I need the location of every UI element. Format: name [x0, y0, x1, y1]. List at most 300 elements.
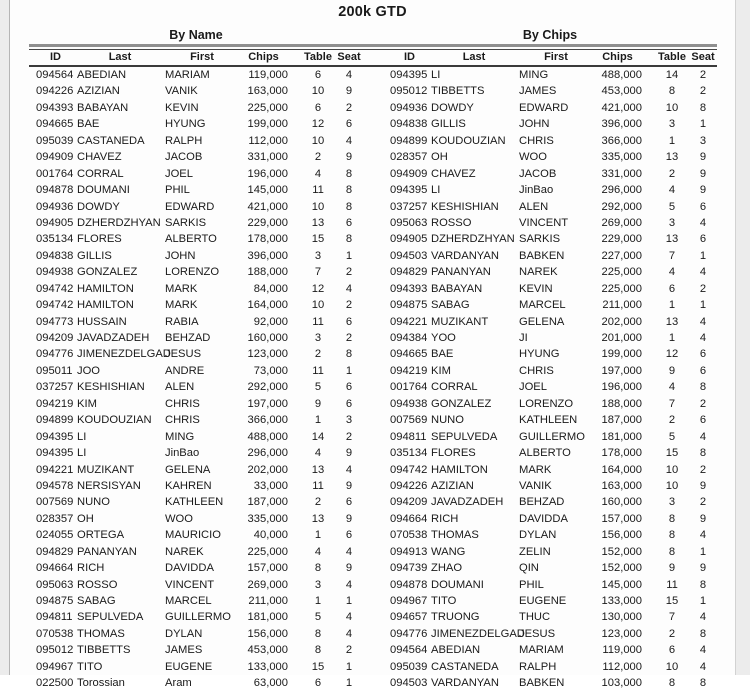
cell-id: 095063	[36, 578, 74, 591]
column-header-seat: Seat	[337, 51, 361, 63]
cell-id: 094776	[390, 627, 428, 640]
table-row	[29, 659, 717, 675]
cell-table: 5	[314, 381, 322, 394]
cell-seat: 4	[699, 332, 707, 344]
column-gap	[363, 248, 383, 264]
cell-id: 094503	[390, 249, 428, 262]
cell-last: PANANYAN	[431, 266, 491, 279]
cell-last: ORTEGA	[77, 529, 125, 542]
cell-id: 094219	[36, 397, 74, 410]
cell-chips: 366,000	[247, 414, 288, 427]
cell-first: KAHREN	[165, 479, 212, 492]
cell-table: 10	[311, 85, 325, 98]
cell-first: MARCEL	[519, 299, 566, 312]
cell-first: ALEN	[519, 200, 549, 213]
cell-chips: 163,000	[247, 85, 288, 98]
cell-chips: 211,000	[248, 595, 288, 607]
cell-first: RALPH	[519, 660, 557, 673]
cell-seat: 2	[345, 101, 353, 114]
cell-seat: 9	[345, 151, 353, 164]
cell-last: ABEDIAN	[431, 644, 481, 657]
cell-seat: 1	[345, 677, 353, 690]
cell-last: VARDANYAN	[431, 249, 499, 262]
cell-chips: 63,000	[253, 677, 288, 690]
cell-last: KIM	[431, 364, 451, 377]
cell-table: 3	[314, 249, 322, 262]
cell-seat: 2	[345, 299, 353, 312]
cell-chips: 164,000	[247, 299, 288, 312]
table-row	[29, 626, 717, 642]
cell-seat: 6	[345, 315, 353, 328]
cell-table: 13	[665, 151, 679, 164]
cell-table: 2	[668, 627, 676, 640]
cell-first: EUGENE	[519, 595, 567, 607]
cell-first: JOEL	[165, 167, 193, 180]
cell-table: 11	[312, 364, 324, 377]
cell-table: 13	[311, 463, 325, 476]
cell-first: RALPH	[165, 134, 203, 147]
column-header-id: ID	[50, 51, 61, 63]
cell-last: LI	[77, 447, 87, 460]
cell-chips: 331,000	[601, 167, 642, 180]
column-gap	[363, 429, 383, 445]
cell-id: 095012	[36, 644, 74, 657]
table-row	[29, 116, 717, 132]
table-row	[29, 149, 717, 165]
cell-first: VANIK	[165, 85, 198, 98]
column-gap	[363, 560, 383, 576]
cell-last: DOWDY	[431, 101, 474, 114]
cell-id: 094936	[36, 200, 74, 213]
cell-last: FLORES	[77, 233, 122, 246]
cell-first: BEHZAD	[519, 496, 565, 509]
cell-id: 094393	[36, 101, 74, 114]
cell-chips: 296,000	[247, 447, 288, 460]
cell-id: 095011	[36, 364, 73, 377]
cell-last: BABAYAN	[431, 282, 483, 295]
table-row	[29, 264, 717, 280]
cell-first: ALEN	[165, 381, 195, 394]
column-gap	[363, 231, 383, 247]
cell-id: 094657	[390, 611, 428, 624]
cell-seat: 8	[699, 627, 707, 640]
column-gap	[363, 626, 383, 642]
cell-table: 3	[668, 118, 676, 131]
column-header-first: First	[190, 51, 214, 63]
cell-last: TRUONG	[431, 611, 480, 624]
cell-id: 035134	[390, 447, 428, 460]
cell-first: GELENA	[519, 315, 565, 328]
cell-seat: 9	[345, 512, 353, 525]
cell-seat: 4	[345, 134, 353, 147]
column-gap	[363, 445, 383, 461]
cell-id: 094838	[36, 249, 74, 262]
cell-first: DYLAN	[165, 627, 203, 640]
cell-table: 13	[665, 233, 679, 246]
cell-chips: 181,000	[247, 611, 288, 624]
cell-chips: 211,000	[602, 299, 642, 312]
table-row	[29, 445, 717, 461]
cell-table: 4	[668, 381, 676, 394]
cell-chips: 202,000	[601, 315, 642, 328]
column-gap	[363, 609, 383, 625]
cell-seat: 8	[699, 101, 707, 114]
cell-table: 1	[314, 529, 322, 542]
cell-seat: 2	[699, 397, 707, 410]
cell-first: VANIK	[519, 479, 552, 492]
column-header-first: First	[544, 51, 568, 63]
cell-table: 9	[668, 562, 676, 575]
cell-seat: 8	[699, 381, 707, 394]
cell-id: 094905	[36, 216, 74, 229]
cell-table: 9	[314, 397, 322, 410]
cell-chips: 157,000	[601, 512, 642, 525]
cell-chips: 119,000	[248, 69, 288, 81]
cell-first: LORENZO	[165, 266, 220, 279]
cell-table: 12	[665, 348, 679, 361]
cell-first: BABKEN	[519, 677, 565, 690]
cell-table: 15	[311, 233, 325, 246]
column-gap	[363, 494, 383, 510]
cell-table: 6	[314, 677, 322, 690]
cell-id: 094665	[36, 118, 74, 131]
cell-id: 094503	[390, 677, 428, 690]
cell-seat: 4	[345, 545, 353, 558]
cell-seat: 6	[345, 118, 353, 131]
column-gap	[363, 215, 383, 231]
cell-table: 6	[668, 282, 676, 295]
cell-table: 15	[311, 660, 325, 673]
cell-first: ZELIN	[519, 545, 551, 558]
cell-last: JIMENEZDELGAD	[77, 348, 171, 361]
cell-table: 5	[668, 430, 676, 443]
cell-seat: 4	[345, 463, 353, 476]
cell-chips: 163,000	[601, 479, 642, 492]
cell-first: MARIAM	[165, 69, 210, 81]
table-row	[29, 215, 717, 231]
cell-seat: 2	[699, 463, 707, 476]
cell-chips: 421,000	[247, 200, 288, 213]
cell-seat: 1	[699, 299, 707, 312]
cell-id: 094811	[36, 611, 73, 624]
cell-seat: 1	[345, 249, 353, 262]
cell-table: 7	[668, 611, 676, 624]
cell-seat: 3	[345, 414, 353, 427]
cell-table: 1	[668, 332, 676, 344]
cell-last: TITO	[431, 595, 457, 607]
table-titles-row	[29, 28, 717, 43]
cell-id: 007569	[36, 496, 74, 509]
cell-last: MUZIKANT	[431, 315, 489, 328]
cell-first: SARKIS	[165, 216, 207, 229]
cell-table: 10	[311, 200, 325, 213]
column-gap	[363, 659, 383, 675]
cell-table: 2	[314, 348, 322, 361]
column-header-table: Table	[658, 51, 686, 63]
cell-last: KESHISHIAN	[431, 200, 499, 213]
cell-last: GONZALEZ	[77, 266, 138, 279]
cell-table: 5	[314, 611, 322, 624]
cell-id: 001764	[36, 167, 74, 180]
cell-table: 11	[666, 578, 678, 591]
cell-chips: 199,000	[247, 118, 288, 131]
cell-seat: 2	[699, 85, 707, 98]
cell-seat: 4	[699, 430, 707, 443]
cell-chips: 188,000	[601, 397, 642, 410]
cell-id: 094564	[390, 644, 428, 657]
cell-first: JOHN	[519, 118, 550, 131]
cell-last: GILLIS	[431, 118, 466, 131]
cell-table: 13	[665, 315, 679, 328]
cell-last: LI	[431, 69, 441, 81]
cell-last: ROSSO	[431, 216, 472, 229]
cell-first: JOHN	[165, 249, 196, 262]
column-gap	[363, 67, 383, 83]
cell-first: MARK	[165, 299, 198, 312]
cell-first: NAREK	[165, 545, 204, 558]
table-row	[29, 675, 717, 691]
cell-id: 035134	[36, 233, 74, 246]
cell-chips: 201,000	[601, 332, 642, 344]
cell-table: 2	[668, 414, 676, 427]
cell-table: 9	[668, 364, 676, 377]
cell-first: THUC	[519, 611, 551, 624]
column-gap	[363, 544, 383, 560]
cell-first: ALBERTO	[519, 447, 571, 460]
column-gap	[363, 363, 383, 379]
cell-last: CORRAL	[77, 167, 124, 180]
cell-seat: 9	[345, 479, 353, 492]
column-header-chips: Chips	[602, 51, 633, 63]
cell-last: CHAVEZ	[431, 167, 476, 180]
cell-id: 094395	[390, 184, 428, 197]
column-gap	[363, 314, 383, 330]
cell-last: LI	[77, 430, 87, 443]
column-gap	[363, 462, 383, 478]
cell-chips: 178,000	[601, 447, 642, 460]
cell-table: 3	[668, 496, 676, 509]
cell-id: 094838	[390, 118, 428, 131]
cell-table: 5	[668, 200, 676, 213]
table-row	[29, 642, 717, 658]
cell-last: DOUMANI	[77, 184, 130, 197]
cell-id: 094739	[390, 562, 428, 575]
cell-first: ANDRE	[165, 364, 205, 377]
cell-first: DAVIDDA	[165, 562, 214, 575]
cell-seat: 9	[345, 562, 353, 575]
cell-first: MAURICIO	[165, 529, 221, 542]
cell-chips: 145,000	[247, 184, 288, 197]
cell-id: 094221	[36, 463, 74, 476]
cell-first: BABKEN	[519, 249, 565, 262]
cell-last: YOO	[431, 332, 456, 344]
cell-id: 094938	[390, 397, 428, 410]
cell-id: 094899	[390, 134, 428, 147]
cell-first: JI	[519, 332, 528, 344]
cell-first: DAVIDDA	[519, 512, 568, 525]
cell-id: 070538	[36, 627, 74, 640]
cell-id: 094209	[36, 332, 74, 344]
table-row	[29, 133, 717, 149]
cell-last: TIBBETTS	[431, 85, 485, 98]
cell-id: 094875	[390, 299, 428, 312]
cell-chips: 92,000	[253, 315, 288, 328]
cell-table: 8	[668, 677, 676, 690]
cell-last: NUNO	[431, 414, 464, 427]
cell-seat: 6	[699, 414, 707, 427]
cell-last: ZHAO	[431, 562, 463, 575]
cell-id: 094209	[390, 496, 428, 509]
cell-first: CHRIS	[519, 364, 554, 377]
cell-first: PHIL	[519, 578, 544, 591]
cell-seat: 9	[345, 447, 353, 460]
cell-chips: 225,000	[601, 282, 642, 295]
column-gap	[363, 396, 383, 412]
cell-first: PHIL	[165, 184, 190, 197]
cell-first: JESUS	[165, 348, 202, 361]
column-gap	[363, 166, 383, 182]
column-gap	[363, 28, 383, 43]
column-gap	[363, 642, 383, 658]
cell-id: 095063	[390, 216, 428, 229]
cell-table: 6	[668, 644, 676, 657]
cell-table: 8	[668, 85, 676, 98]
cell-table: 4	[668, 266, 676, 279]
cell-last: JIMENEZDELGAD	[431, 627, 525, 640]
cell-table: 11	[312, 315, 324, 328]
column-gap	[363, 116, 383, 132]
cell-id: 094875	[36, 595, 74, 607]
cell-seat: 4	[699, 216, 707, 229]
cell-table: 14	[311, 430, 325, 443]
cell-table: 10	[311, 134, 325, 147]
cell-chips: 84,000	[253, 282, 288, 295]
column-gap	[363, 593, 383, 609]
cell-chips: 145,000	[601, 578, 642, 591]
cell-last: HAMILTON	[77, 282, 134, 295]
column-gap	[363, 281, 383, 297]
table-row	[29, 462, 717, 478]
cell-table: 4	[314, 447, 322, 460]
cell-last: ROSSO	[77, 578, 118, 591]
cell-first: DYLAN	[519, 529, 557, 542]
cell-last: NUNO	[77, 496, 110, 509]
column-gap	[363, 149, 383, 165]
cell-chips: 331,000	[247, 151, 288, 164]
table-row	[29, 593, 717, 609]
cell-first: KATHLEEN	[519, 414, 578, 427]
cell-table: 1	[314, 414, 322, 427]
cell-id: 094395	[390, 69, 428, 81]
cell-seat: 4	[699, 266, 707, 279]
cell-last: BAE	[77, 118, 100, 131]
table-row	[29, 494, 717, 510]
cell-first: JAMES	[519, 85, 557, 98]
cell-last: CHAVEZ	[77, 151, 122, 164]
cell-id: 094913	[390, 545, 428, 558]
cell-chips: 227,000	[601, 249, 642, 262]
cell-id: 037257	[36, 381, 74, 394]
table-row	[29, 527, 717, 543]
cell-table: 3	[314, 578, 322, 591]
cell-last: AZIZIAN	[77, 85, 120, 98]
cell-last: RICH	[431, 512, 459, 525]
cell-id: 028357	[390, 151, 428, 164]
cell-first: JinBao	[519, 184, 554, 197]
cell-table: 12	[311, 118, 325, 131]
cell-first: KEVIN	[519, 282, 553, 295]
table-row	[29, 412, 717, 428]
cell-seat: 1	[699, 545, 707, 558]
cell-first: RABIA	[165, 315, 199, 328]
cell-last: BABAYAN	[77, 101, 129, 114]
cell-id: 094829	[390, 266, 428, 279]
cell-id: 094665	[390, 348, 428, 361]
column-gap	[363, 675, 383, 691]
cell-first: JinBao	[165, 447, 200, 460]
cell-first: EDWARD	[519, 101, 569, 114]
cell-id: 094899	[36, 414, 74, 427]
cell-table: 1	[314, 595, 322, 607]
cell-chips: 296,000	[601, 184, 642, 197]
table-row	[29, 166, 717, 182]
cell-seat: 4	[699, 611, 707, 624]
cell-chips: 197,000	[601, 364, 642, 377]
cell-chips: 269,000	[601, 216, 642, 229]
cell-seat: 8	[699, 677, 707, 690]
cell-seat: 4	[345, 578, 353, 591]
cell-seat: 4	[345, 282, 353, 295]
cell-chips: 164,000	[601, 463, 642, 476]
cell-seat: 9	[699, 184, 707, 197]
cell-table: 8	[668, 529, 676, 542]
cell-first: CHRIS	[165, 414, 200, 427]
cell-last: Torossian	[77, 677, 125, 690]
cell-last: SEPULVEDA	[431, 430, 498, 443]
cell-table: 7	[668, 249, 676, 262]
cell-id: 094811	[390, 430, 427, 443]
cell-chips: 160,000	[601, 496, 642, 509]
column-gap	[363, 577, 383, 593]
cell-chips: 187,000	[601, 414, 642, 427]
cell-first: MARK	[519, 463, 552, 476]
table-row	[29, 577, 717, 593]
cell-last: SABAG	[431, 299, 470, 312]
column-header-last: Last	[108, 51, 132, 63]
cell-seat: 2	[345, 644, 353, 657]
cell-last: HAMILTON	[77, 299, 134, 312]
cell-table: 12	[311, 282, 325, 295]
cell-chips: 229,000	[601, 233, 642, 246]
cell-seat: 9	[699, 512, 707, 525]
cell-seat: 8	[345, 348, 353, 361]
cell-chips: 229,000	[247, 216, 288, 229]
cell-last: AZIZIAN	[431, 479, 474, 492]
cell-seat: 4	[345, 627, 353, 640]
cell-seat: 6	[699, 233, 707, 246]
cell-last: MUZIKANT	[77, 463, 135, 476]
cell-chips: 225,000	[247, 545, 288, 558]
table-title-by-name: By Name	[169, 28, 223, 42]
table-row	[29, 544, 717, 560]
cell-id: 094564	[36, 69, 74, 81]
cell-seat: 6	[345, 216, 353, 229]
cell-chips: 366,000	[601, 134, 642, 147]
cell-chips: 335,000	[247, 512, 288, 525]
cell-chips: 157,000	[247, 562, 288, 575]
cell-chips: 396,000	[601, 118, 642, 131]
column-gap	[363, 346, 383, 362]
